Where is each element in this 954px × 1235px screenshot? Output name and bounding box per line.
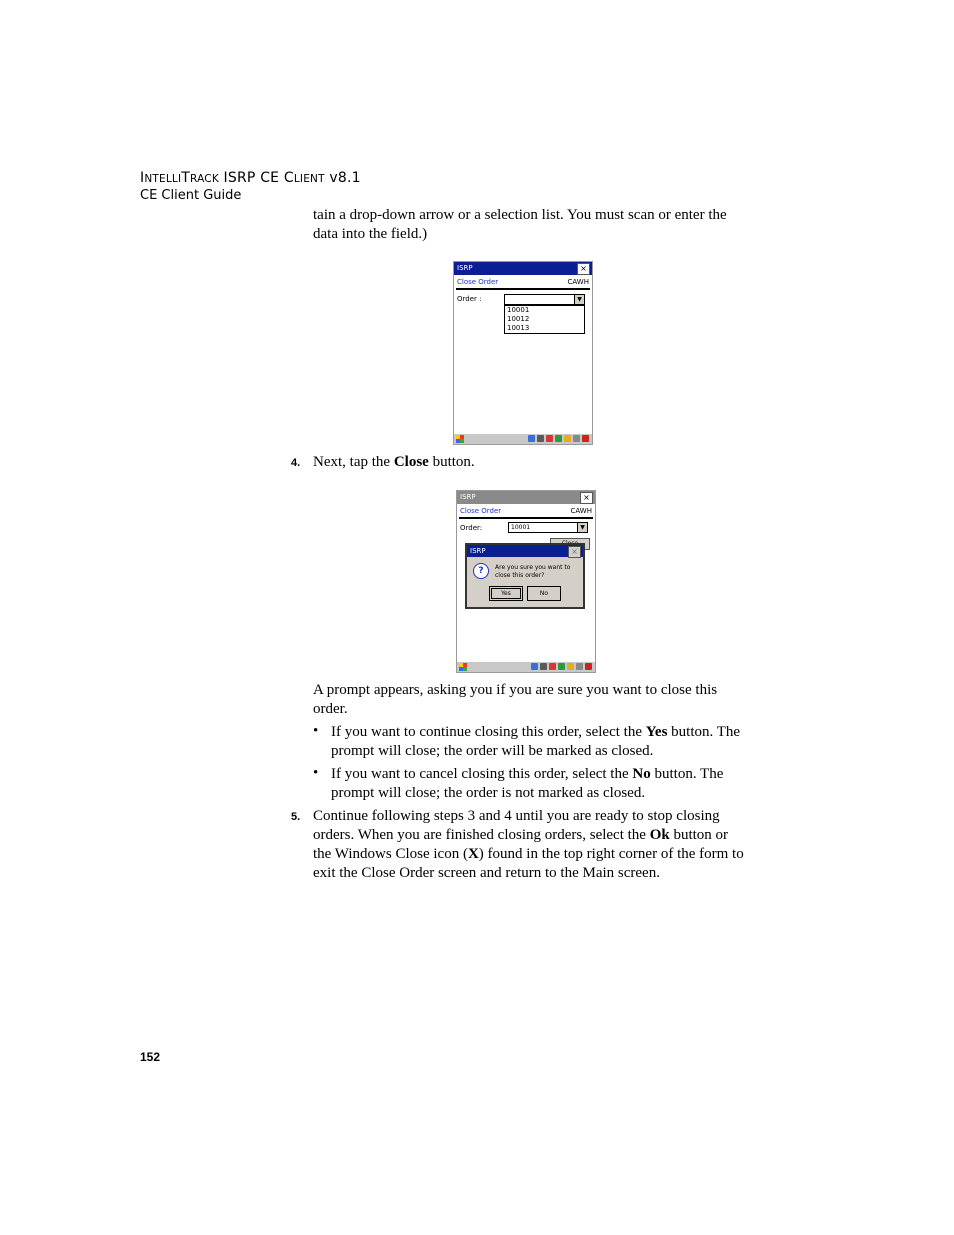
step-4-text: Next, tap the Close button. (313, 454, 475, 470)
close-icon[interactable]: × (580, 492, 593, 504)
system-tray (531, 663, 592, 670)
list-item[interactable]: 10001 (507, 306, 530, 314)
windows-start-icon[interactable] (456, 435, 464, 443)
question-icon: ? (473, 563, 489, 579)
order-label: Order: (460, 524, 483, 532)
bullet-marker: • (313, 723, 319, 739)
chevron-down-icon[interactable]: ▼ (574, 295, 584, 304)
screenshot-order-dropdown (453, 261, 593, 445)
list-item[interactable]: 10012 (507, 315, 530, 323)
list-item[interactable]: 10013 (507, 324, 530, 332)
screen-name: Close Order (457, 278, 499, 286)
warehouse-code: CAWH (570, 507, 592, 515)
running-header-subtitle: CE Client Guide (140, 188, 242, 203)
bullet-marker: • (313, 765, 319, 781)
yes-button[interactable]: Yes (489, 586, 523, 601)
step-5-text: Continue following steps 3 and 4 until you are ready to stop closing orders. When you are finished closing orders, select the Ok button or the Windows Close icon (X) found in the top right corner of the form to exit the Close Order screen and return to the Main screen. (313, 808, 744, 881)
step-number: 4. (291, 457, 301, 469)
running-header-title: INTELLITRACK ISRP CE CLIENT v8.1 (140, 170, 361, 186)
screen-name: Close Order (460, 507, 502, 515)
dialog-titlebar: ISRP × (467, 545, 583, 557)
step-number: 5. (291, 811, 301, 823)
warehouse-code: CAWH (567, 278, 589, 286)
intro-paragraph: tain a drop-down arrow or a selection list. You must scan or enter the data into the field.) (313, 207, 727, 242)
confirm-dialog (465, 543, 585, 609)
order-combo[interactable]: 10001 ▼ (508, 522, 588, 533)
divider (459, 517, 593, 519)
bullet-yes: If you want to continue closing this order, select the Yes button. The prompt will close; the order will be marked as closed. (331, 724, 741, 759)
order-combo[interactable] (504, 294, 585, 305)
prompt-paragraph: A prompt appears, asking you if you are sure you want to close this order. (313, 682, 718, 717)
bullet-no: If you want to cancel closing this order, select the No button. The prompt will close; the order is not marked as closed. (331, 766, 724, 801)
window-titlebar: ISRP × (457, 491, 595, 504)
system-tray (528, 435, 589, 442)
screenshot-close-confirm (456, 490, 596, 673)
order-dropdown-list[interactable] (504, 305, 585, 334)
dialog-message: Are you sure you want to close this order? (495, 564, 571, 579)
taskbar (454, 433, 592, 444)
windows-start-icon[interactable] (459, 663, 467, 671)
page-number: 152 (140, 1050, 161, 1064)
no-button[interactable]: No (527, 586, 561, 601)
chevron-down-icon[interactable]: ▼ (577, 523, 587, 532)
window-titlebar: ISRP × (454, 262, 592, 275)
close-icon[interactable]: × (577, 263, 590, 275)
divider (456, 288, 590, 290)
order-label: Order : (457, 295, 482, 303)
close-icon[interactable]: × (568, 546, 581, 558)
taskbar (457, 661, 595, 672)
